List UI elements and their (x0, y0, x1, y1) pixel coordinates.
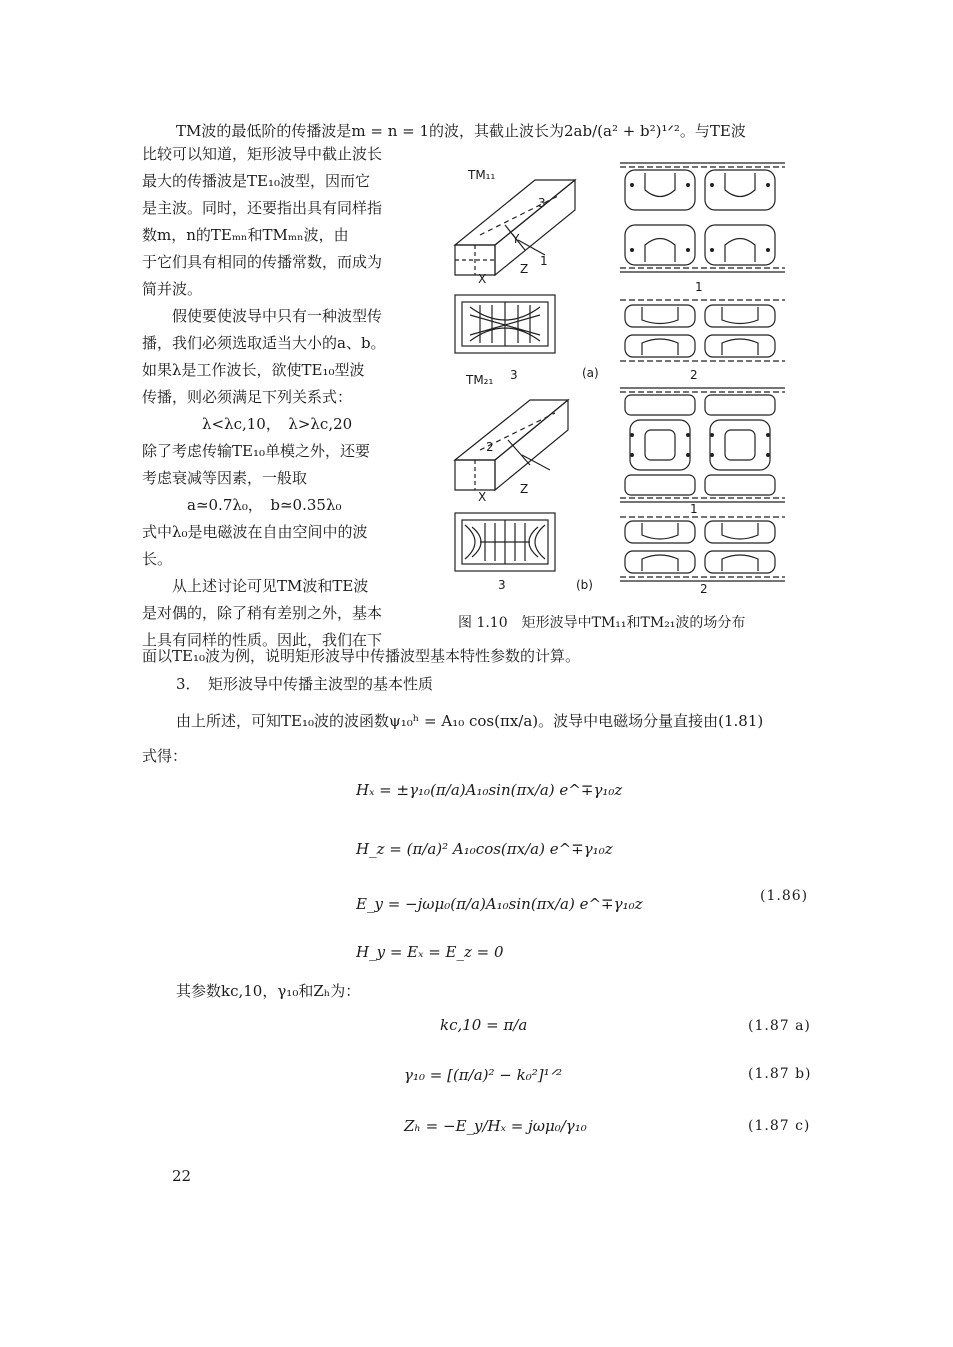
field-pattern-tm11-top (620, 300, 785, 361)
label-3: 3 (510, 368, 518, 382)
equation-gamma: γ₁₀ = [(π/a)² − k₀²]¹ᐟ² (404, 1066, 562, 1084)
equation-zh: Zₕ = −E_y/Hₓ = jωμ₀/γ₁₀ (404, 1117, 587, 1135)
label-1: 1 (540, 254, 548, 268)
text-line: 比较可以知道，矩形波导中截止波长 (142, 145, 383, 163)
text-line: 考虑衰减等因素，一般取 (142, 469, 308, 487)
equation-kc: kc,10 = π/a (440, 1016, 528, 1034)
text-line: 是对偶的，除了稍有差别之外，基本 (142, 604, 383, 622)
label-tm11: TM₁₁ (468, 168, 496, 182)
field-dots (630, 183, 770, 457)
label-1: 1 (695, 280, 703, 294)
left-column-text (142, 141, 432, 654)
text-line: 假使要使波导中只有一种波型传 (142, 307, 383, 325)
field-pattern-tm21-side (620, 388, 785, 502)
text-line-1: TM波的最低阶的传播波是m = n = 1的波，其截止波长为2ab/(a² + b²)¹ᐟ²。与TE波 (176, 122, 746, 140)
text-line: 长。 (142, 550, 173, 568)
text-line: a≃0.7λ₀， b≃0.35λ₀ (142, 496, 342, 514)
label-3: 3 (498, 578, 506, 592)
text-line-wave2: 式得： (142, 747, 188, 765)
text-line: 最大的传播波是TE₁₀波型，因而它 (142, 172, 370, 190)
label-axis-y: Y (512, 232, 520, 246)
text-line: 从上述讨论可见TM波和TE波 (142, 577, 369, 595)
label-axis-x: X (478, 272, 487, 286)
page-number: 22 (172, 1167, 192, 1185)
text-line: 式中λ₀是电磁波在自由空间中的波 (142, 523, 368, 541)
label-b: (b) (576, 578, 593, 592)
label-2: 2 (486, 440, 494, 454)
figure-field-distribution (450, 155, 795, 600)
label-3: 3 (538, 196, 546, 210)
label-a: (a) (582, 366, 599, 380)
equation-number-186: (1.86) (760, 888, 809, 904)
text-line: 播，我们必须选取适当大小的a、b。 (142, 334, 386, 352)
equation-zero: H_y = Eₓ = E_z = 0 (356, 943, 504, 961)
field-pattern-tm21-top (620, 517, 785, 581)
text-line: 如果λ是工作波长，欲使TE₁₀型波 (142, 361, 365, 379)
equation-hx: Hₓ = ±γ₁₀(π/a)A₁₀sin(πx/a) e^∓γ₁₀z (356, 781, 623, 799)
text-line-wave: 由上所述，可知TE₁₀波的波函数ψ₁₀ʰ = A₁₀ cos(πx/a)。波导中电磁场分量直接由(1.81) (176, 712, 764, 730)
label-2: 2 (700, 582, 708, 596)
label-axis-x: X (478, 490, 487, 504)
text-line: 于它们具有相同的传播常数，而成为 (142, 253, 383, 271)
label-1: 1 (690, 502, 698, 516)
text-line-params: 其参数kc,10，γ₁₀和Zₕ为： (176, 982, 361, 1000)
cross-section-tm21 (455, 513, 555, 571)
equation-ey: E_y = −jωμ₀(π/a)A₁₀sin(πx/a) e^∓γ₁₀z (356, 895, 643, 913)
section-heading: 3． 矩形波导中传播主波型的基本性质 (176, 675, 434, 693)
label-axis-z: Z (520, 262, 529, 276)
text-line: 上具有同样的性质。因此，我们在下 (142, 631, 383, 649)
waveguide-3d-tm11 (455, 180, 575, 275)
label-2: 2 (690, 368, 698, 382)
label-axis-z: Z (520, 482, 529, 496)
equation-number-187c: (1.87 c) (748, 1118, 811, 1134)
text-line: 是主波。同时，还要指出具有同样指 (142, 199, 383, 217)
equation-hz: H_z = (π/a)² A₁₀cos(πx/a) e^∓γ₁₀z (356, 840, 613, 858)
text-line: 简并波。 (142, 280, 203, 298)
figure-caption: 图 1.10 矩形波导中TM₁₁和TM₂₁波的场分布 (458, 615, 746, 631)
field-pattern-tm11-side (620, 163, 785, 272)
waveguide-3d-tm21 (455, 400, 568, 490)
text-line-full: 面以TE₁₀波为例，说明矩形波导中传播波型基本特性参数的计算。 (142, 647, 580, 665)
equation-number-187b: (1.87 b) (748, 1066, 812, 1082)
text-line: 数m，n的TEₘₙ和TMₘₙ波，由 (142, 226, 349, 244)
text-line: 传播，则必须满足下列关系式： (142, 388, 353, 406)
label-tm21: TM₂₁ (466, 373, 494, 387)
text-line: λ<λc,10， λ>λc,20 (142, 415, 353, 433)
cross-section-tm11 (455, 295, 555, 353)
equation-number-187a: (1.87 a) (748, 1018, 811, 1034)
text-line: 除了考虑传输TE₁₀单模之外，还要 (142, 442, 370, 460)
